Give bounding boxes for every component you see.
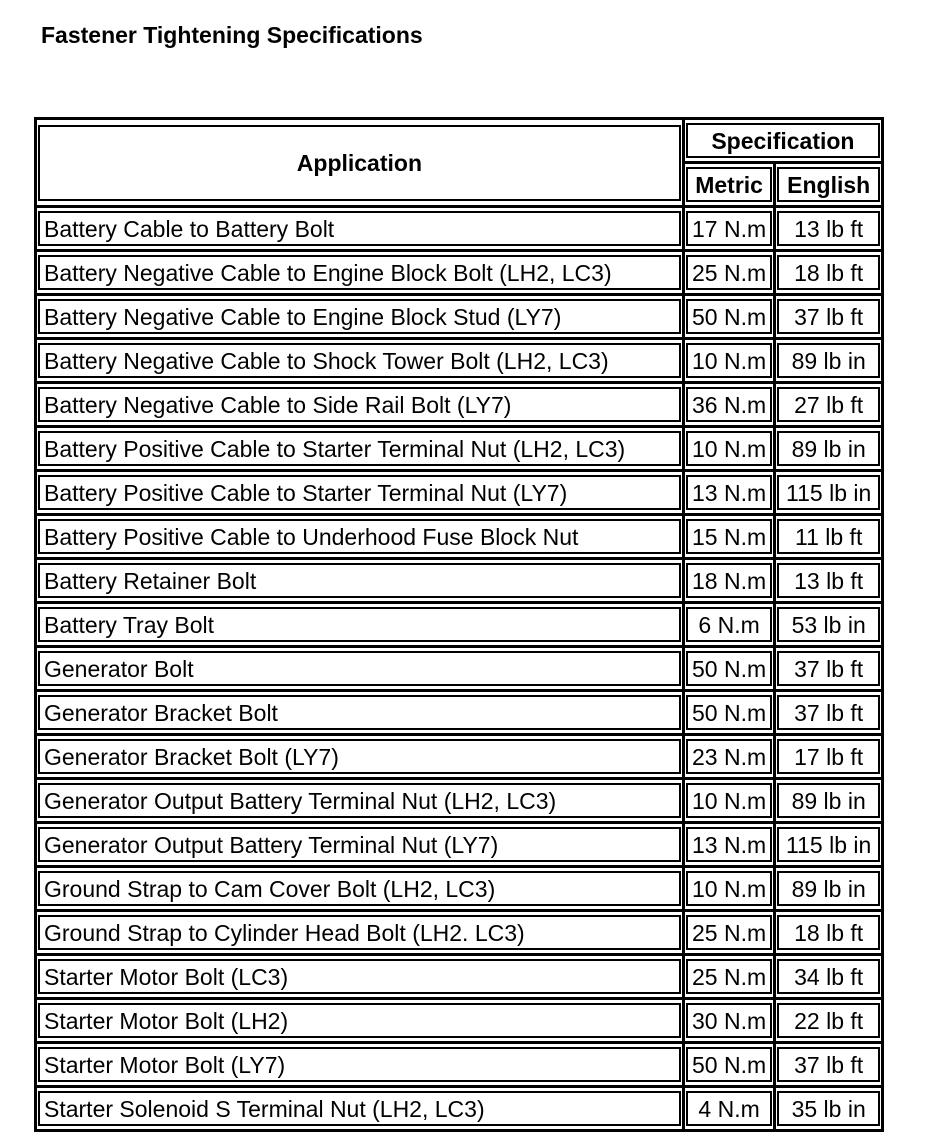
- cell-english-text: 27 lb ft: [794, 391, 864, 418]
- table-row: [37, 1000, 884, 1044]
- cell-english-text: 34 lb ft: [794, 963, 864, 990]
- table-row: [37, 428, 884, 472]
- cell-metric-text: 30 N.m: [692, 1007, 767, 1034]
- cell-metric-text: 25 N.m: [692, 259, 767, 286]
- cell-metric: [685, 692, 777, 736]
- cell-english: [776, 736, 884, 780]
- cell-metric-text: 23 N.m: [692, 743, 767, 770]
- cell-application: [37, 296, 685, 340]
- cell-metric-text: 10 N.m: [692, 347, 767, 374]
- cell-english: [776, 868, 884, 912]
- table-row: [37, 912, 884, 956]
- cell-application: [37, 428, 685, 472]
- table-row: [37, 780, 884, 824]
- cell-metric-text: 4 N.m: [698, 1095, 760, 1122]
- cell-english: [776, 648, 884, 692]
- cell-application-text: Starter Motor Bolt (LH2): [44, 1007, 289, 1034]
- cell-metric-text: 10 N.m: [692, 875, 767, 902]
- cell-metric: [685, 604, 777, 648]
- cell-application: [37, 956, 685, 1000]
- cell-application: [37, 1088, 685, 1132]
- cell-metric-text: 50 N.m: [692, 1051, 767, 1078]
- cell-application-text: Battery Tray Bolt: [44, 611, 215, 638]
- cell-metric-text: 15 N.m: [692, 523, 767, 550]
- cell-english-text: 17 lb ft: [794, 743, 864, 770]
- cell-english: [776, 1088, 884, 1132]
- cell-metric-text: 17 N.m: [692, 215, 767, 242]
- cell-english-text: 37 lb ft: [794, 655, 864, 682]
- cell-application: [37, 604, 685, 648]
- cell-application-text: Generator Bolt: [44, 655, 194, 682]
- cell-metric: [685, 824, 777, 868]
- cell-application-text: Battery Negative Cable to Shock Tower Bolt (LH2, LC3): [44, 347, 609, 374]
- cell-metric: [685, 1044, 777, 1088]
- cell-application: [37, 208, 685, 252]
- cell-metric: [685, 1088, 777, 1132]
- cell-english-text: 115 lb in: [786, 831, 872, 858]
- cell-metric: [685, 340, 777, 384]
- cell-metric: [685, 296, 777, 340]
- cell-english-text: 37 lb ft: [794, 303, 864, 330]
- cell-english-text: 89 lb in: [791, 787, 866, 814]
- cell-metric-text: 25 N.m: [692, 963, 767, 990]
- cell-application-text: Battery Positive Cable to Starter Terminal Nut (LY7): [44, 479, 568, 506]
- cell-application-text: Starter Motor Bolt (LY7): [44, 1051, 286, 1078]
- cell-metric: [685, 516, 777, 560]
- cell-english: [776, 560, 884, 604]
- table-row: [37, 340, 884, 384]
- cell-application: [37, 780, 685, 824]
- cell-application: [37, 1000, 685, 1044]
- table-body: [37, 208, 884, 1132]
- cell-application-text: Generator Bracket Bolt: [44, 699, 278, 726]
- header-metric: [685, 164, 777, 208]
- cell-application: [37, 340, 685, 384]
- cell-application: [37, 1044, 685, 1088]
- table-row: [37, 604, 884, 648]
- cell-metric-text: 50 N.m: [692, 303, 767, 330]
- header-metric-label: Metric: [695, 171, 763, 198]
- cell-english: [776, 208, 884, 252]
- cell-english: [776, 604, 884, 648]
- header-application-label: Application: [296, 149, 423, 176]
- cell-metric-text: 25 N.m: [692, 919, 767, 946]
- cell-metric: [685, 912, 777, 956]
- cell-english: [776, 824, 884, 868]
- table-row: [37, 516, 884, 560]
- cell-metric: [685, 472, 777, 516]
- table-row: [37, 296, 884, 340]
- table-row: [37, 956, 884, 1000]
- header-specification: [685, 120, 884, 164]
- table-row: [37, 1088, 884, 1132]
- cell-application-text: Battery Cable to Battery Bolt: [44, 215, 335, 242]
- cell-english-text: 22 lb ft: [794, 1007, 864, 1034]
- cell-english-text: 89 lb in: [791, 347, 866, 374]
- cell-metric: [685, 428, 777, 472]
- cell-metric: [685, 736, 777, 780]
- cell-application-text: Ground Strap to Cylinder Head Bolt (LH2. LC3): [44, 919, 525, 946]
- header-specification-label: Specification: [711, 127, 855, 154]
- cell-application: [37, 472, 685, 516]
- cell-metric: [685, 208, 777, 252]
- cell-english: [776, 780, 884, 824]
- table-row: [37, 692, 884, 736]
- cell-metric-text: 50 N.m: [692, 655, 767, 682]
- cell-english: [776, 472, 884, 516]
- cell-metric-text: 13 N.m: [692, 479, 767, 506]
- cell-application-text: Generator Bracket Bolt (LY7): [44, 743, 339, 770]
- cell-english: [776, 428, 884, 472]
- cell-metric: [685, 560, 777, 604]
- cell-metric: [685, 868, 777, 912]
- cell-application: [37, 736, 685, 780]
- cell-metric: [685, 252, 777, 296]
- cell-english: [776, 516, 884, 560]
- cell-application-text: Battery Retainer Bolt: [44, 567, 257, 594]
- cell-metric: [685, 956, 777, 1000]
- cell-english-text: 89 lb in: [791, 875, 866, 902]
- cell-english: [776, 340, 884, 384]
- table-row: [37, 736, 884, 780]
- cell-metric-text: 18 N.m: [692, 567, 767, 594]
- table-row: [37, 384, 884, 428]
- cell-application-text: Generator Output Battery Terminal Nut (LH2, LC3): [44, 787, 557, 814]
- cell-metric: [685, 384, 777, 428]
- table-row: [37, 648, 884, 692]
- cell-english: [776, 912, 884, 956]
- cell-application: [37, 560, 685, 604]
- cell-application-text: Battery Negative Cable to Engine Block Stud (LY7): [44, 303, 562, 330]
- cell-english: [776, 384, 884, 428]
- cell-application-text: Battery Positive Cable to Underhood Fuse Block Nut: [44, 523, 579, 550]
- cell-english-text: 18 lb ft: [794, 919, 864, 946]
- cell-english: [776, 252, 884, 296]
- cell-english-text: 53 lb in: [791, 611, 866, 638]
- fastener-spec-table: [34, 117, 884, 1132]
- cell-application: [37, 252, 685, 296]
- table-row: [37, 824, 884, 868]
- cell-metric-text: 36 N.m: [692, 391, 767, 418]
- cell-english-text: 35 lb in: [791, 1095, 866, 1122]
- cell-metric-text: 13 N.m: [692, 831, 767, 858]
- cell-english-text: 37 lb ft: [794, 1051, 864, 1078]
- cell-english-text: 37 lb ft: [794, 699, 864, 726]
- cell-metric-text: 50 N.m: [692, 699, 767, 726]
- cell-application: [37, 868, 685, 912]
- cell-application: [37, 692, 685, 736]
- cell-application-text: Battery Positive Cable to Starter Terminal Nut (LH2, LC3): [44, 435, 626, 462]
- cell-application-text: Ground Strap to Cam Cover Bolt (LH2, LC3): [44, 875, 496, 902]
- cell-english-text: 89 lb in: [791, 435, 866, 462]
- table-row: [37, 560, 884, 604]
- cell-english: [776, 1000, 884, 1044]
- cell-english-text: 13 lb ft: [794, 215, 864, 242]
- cell-english-text: 115 lb in: [786, 479, 872, 506]
- cell-application: [37, 824, 685, 868]
- cell-application: [37, 384, 685, 428]
- cell-metric: [685, 780, 777, 824]
- cell-application: [37, 516, 685, 560]
- cell-metric-text: 10 N.m: [692, 787, 767, 814]
- cell-metric: [685, 1000, 777, 1044]
- cell-english: [776, 692, 884, 736]
- cell-application-text: Generator Output Battery Terminal Nut (LY7): [44, 831, 499, 858]
- header-application: [37, 120, 685, 208]
- cell-application-text: Starter Motor Bolt (LC3): [44, 963, 289, 990]
- cell-application: [37, 648, 685, 692]
- cell-metric-text: 10 N.m: [692, 435, 767, 462]
- table-row: [37, 472, 884, 516]
- cell-english: [776, 296, 884, 340]
- cell-english-text: 11 lb ft: [795, 523, 863, 550]
- cell-english: [776, 1044, 884, 1088]
- cell-english-text: 13 lb ft: [794, 567, 864, 594]
- cell-metric-text: 6 N.m: [698, 611, 760, 638]
- page-title: Fastener Tightening Specifications: [41, 22, 423, 48]
- header-english-label: English: [787, 171, 871, 198]
- table-row: [37, 868, 884, 912]
- table-header: [37, 120, 884, 208]
- table-row: [37, 252, 884, 296]
- header-english: [776, 164, 884, 208]
- cell-application-text: Battery Negative Cable to Side Rail Bolt (LY7): [44, 391, 512, 418]
- cell-metric: [685, 648, 777, 692]
- table-row: [37, 1044, 884, 1088]
- cell-application-text: Battery Negative Cable to Engine Block Bolt (LH2, LC3): [44, 259, 612, 286]
- cell-english: [776, 956, 884, 1000]
- cell-application: [37, 912, 685, 956]
- cell-application-text: Starter Solenoid S Terminal Nut (LH2, LC3): [44, 1095, 485, 1122]
- cell-english-text: 18 lb ft: [794, 259, 864, 286]
- table-row: [37, 208, 884, 252]
